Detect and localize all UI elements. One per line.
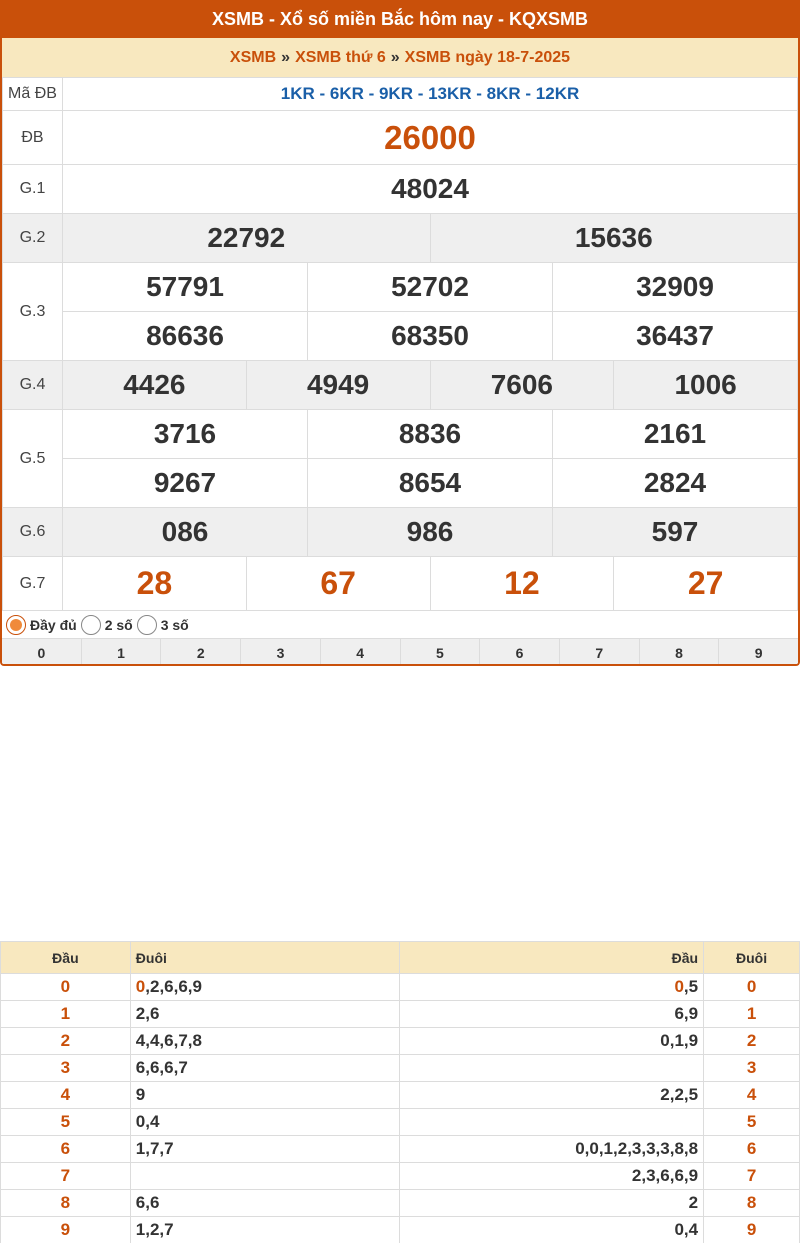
loto-dau: 1 <box>1 1001 131 1028</box>
loto-duoi: 3 <box>704 1055 800 1082</box>
loto-dau-values <box>400 1001 704 1028</box>
radio-icon[interactable] <box>137 615 157 635</box>
loto-dau-values <box>400 974 704 1001</box>
g6-number: 086 <box>63 508 308 557</box>
table-row <box>1 1109 800 1136</box>
g5-number: 8836 <box>308 410 553 459</box>
loto-duoi: 2 <box>704 1028 800 1055</box>
option-full[interactable] <box>6 615 77 635</box>
g3-number: 57791 <box>63 263 308 312</box>
digit-filter-bar <box>2 639 798 666</box>
loto-values: 6,6 <box>135 1193 160 1212</box>
option-2-digits[interactable] <box>81 615 133 635</box>
option-3-digits-label: 3 số <box>160 616 189 633</box>
loto-duoi-values <box>130 1109 400 1136</box>
option-full-label: Đầy đủ <box>30 616 77 633</box>
radio-selected-icon[interactable] <box>6 615 26 635</box>
loto-values: 4,4,6,7,8 <box>135 1031 202 1050</box>
loto-duoi-values <box>130 1028 400 1055</box>
loto-dau: 6 <box>1 1136 131 1163</box>
loto-values: 0,1,9 <box>660 1031 699 1050</box>
g2-label: G.2 <box>3 214 63 263</box>
loto-dau-values <box>400 1190 704 1217</box>
digit-filter-button[interactable]: 5 <box>401 639 481 666</box>
loto-header-duoi: Đuôi <box>704 942 800 974</box>
loto-dau: 9 <box>1 1217 131 1243</box>
loto-header-dau: Đầu <box>1 942 131 974</box>
table-row <box>1 1055 800 1082</box>
g5-number: 3716 <box>63 410 308 459</box>
loto-values: 1,2,7 <box>135 1220 174 1239</box>
option-2-digits-label: 2 số <box>104 616 133 633</box>
digit-filter-button[interactable]: 0 <box>2 639 82 666</box>
g5-number: 2161 <box>553 410 798 459</box>
g6-number: 597 <box>553 508 798 557</box>
breadcrumb-separator: » <box>390 48 400 66</box>
loto-duoi: 5 <box>704 1109 800 1136</box>
loto-dau: 4 <box>1 1082 131 1109</box>
g3-number: 52702 <box>308 263 553 312</box>
g4-label: G.4 <box>3 361 63 410</box>
loto-duoi: 9 <box>704 1217 800 1243</box>
db-label: ĐB <box>3 111 63 165</box>
loto-values: 2 <box>688 1193 699 1212</box>
loto-dau: 5 <box>1 1109 131 1136</box>
g5-number: 8654 <box>308 459 553 508</box>
loto-duoi: 1 <box>704 1001 800 1028</box>
g3-number: 68350 <box>308 312 553 361</box>
loto-values: 2,3,6,6,9 <box>631 1166 699 1185</box>
table-row <box>1 1217 800 1243</box>
loto-dau-values <box>400 1163 704 1190</box>
option-3-digits[interactable] <box>137 615 189 635</box>
loto-duoi: 0 <box>704 974 800 1001</box>
breadcrumb-separator: » <box>281 48 291 66</box>
digit-filter-button[interactable]: 1 <box>82 639 162 666</box>
loto-values: 9 <box>135 1085 146 1104</box>
loto-duoi-values <box>130 974 400 1001</box>
breadcrumb <box>2 38 798 77</box>
madb-value: 1KR - 6KR - 9KR - 13KR - 8KR - 12KR <box>63 78 798 111</box>
digit-filter-button[interactable]: 7 <box>560 639 640 666</box>
loto-duoi: 8 <box>704 1190 800 1217</box>
radio-icon[interactable] <box>81 615 101 635</box>
table-row <box>1 1136 800 1163</box>
digit-filter-button[interactable]: 9 <box>754 644 763 661</box>
table-row <box>1 1163 800 1190</box>
g6-number: 986 <box>308 508 553 557</box>
loto-values: 1,7,7 <box>135 1139 174 1158</box>
loto-highlight: 0 <box>135 977 146 996</box>
loto-dau: 8 <box>1 1190 131 1217</box>
g2-number: 15636 <box>430 214 798 263</box>
loto-dau-values <box>400 1028 704 1055</box>
breadcrumb-xsmb-date-link[interactable]: XSMB ngày 18-7-2025 <box>404 48 571 66</box>
table-row <box>1 1028 800 1055</box>
g7-label: G.7 <box>3 557 63 611</box>
g3-label: G.3 <box>3 263 63 361</box>
page-title: XSMB - Xổ số miền Bắc hôm nay - KQXSMB <box>2 0 798 38</box>
table-row <box>1 1082 800 1109</box>
loto-dau-values <box>400 1055 704 1082</box>
loto-duoi-values <box>130 1190 400 1217</box>
g5-number: 9267 <box>63 459 308 508</box>
loto-values: 0,0,1,2,3,3,3,8,8 <box>575 1139 699 1158</box>
loto-duoi-values <box>130 1001 400 1028</box>
digit-filter-button[interactable]: 3 <box>241 639 321 666</box>
g7-number: 28 <box>63 557 247 611</box>
loto-header-dau: Đầu <box>400 942 704 974</box>
g4-number: 1006 <box>614 361 798 410</box>
table-row <box>1 1190 800 1217</box>
madb-label: Mã ĐB <box>3 78 63 111</box>
loto-values: 0,4 <box>674 1220 699 1239</box>
loto-values: 0,4 <box>135 1112 160 1131</box>
loto-duoi-values <box>130 1136 400 1163</box>
loto-dau: 2 <box>1 1028 131 1055</box>
breadcrumb-xsmb-link[interactable]: XSMB <box>229 48 277 66</box>
loto-header-duoi: Đuôi <box>130 942 400 974</box>
special-prize: 26000 <box>63 111 798 165</box>
loto-duoi: 6 <box>704 1136 800 1163</box>
loto-dau-values <box>400 1136 704 1163</box>
loto-highlight: 0 <box>674 977 684 996</box>
loto-duoi: 4 <box>704 1082 800 1109</box>
g1-number: 48024 <box>63 165 798 214</box>
loto-dau: 7 <box>1 1163 131 1190</box>
g3-number: 86636 <box>63 312 308 361</box>
loto-duoi: 7 <box>704 1163 800 1190</box>
loto-duoi-values <box>130 1163 400 1190</box>
results-table <box>2 77 798 611</box>
g7-number: 27 <box>614 557 798 611</box>
g3-number: 32909 <box>553 263 798 312</box>
loto-duoi-values <box>130 1055 400 1082</box>
loto-values: 6,9 <box>674 1004 699 1023</box>
breadcrumb-xsmb-thu6-link[interactable]: XSMB thứ 6 <box>295 48 386 66</box>
loto-values: 6,6,6,7 <box>135 1058 188 1077</box>
g1-label: G.1 <box>3 165 63 214</box>
loto-table <box>0 941 800 1243</box>
table-row <box>1 1001 800 1028</box>
loto-dau-values <box>400 1109 704 1136</box>
loto-dau: 0 <box>1 974 131 1001</box>
loto-duoi-values <box>130 1082 400 1109</box>
g6-label: G.6 <box>3 508 63 557</box>
loto-duoi-values <box>130 1217 400 1243</box>
loto-values: ,5 <box>683 977 699 996</box>
digit-filter-button[interactable]: 4 <box>321 639 401 666</box>
loto-values: ,2,6,6,9 <box>145 977 202 996</box>
digit-filter-button[interactable]: 2 <box>161 639 241 666</box>
loto-dau: 3 <box>1 1055 131 1082</box>
table-row <box>1 974 800 1001</box>
loto-dau-values <box>400 1082 704 1109</box>
g4-number: 4949 <box>246 361 430 410</box>
loto-dau-values <box>400 1217 704 1243</box>
g7-number: 67 <box>246 557 430 611</box>
loto-values: 2,6 <box>135 1004 160 1023</box>
g3-number: 36437 <box>553 312 798 361</box>
loto-values: 2,2,5 <box>660 1085 699 1104</box>
display-options <box>2 611 798 639</box>
digit-filter-button[interactable]: 8 <box>640 639 720 666</box>
g5-number: 2824 <box>553 459 798 508</box>
g4-number: 7606 <box>430 361 614 410</box>
digit-filter-button[interactable]: 6 <box>480 639 560 666</box>
g4-number: 4426 <box>63 361 247 410</box>
g5-label: G.5 <box>3 410 63 508</box>
g7-number: 12 <box>430 557 614 611</box>
g2-number: 22792 <box>63 214 431 263</box>
